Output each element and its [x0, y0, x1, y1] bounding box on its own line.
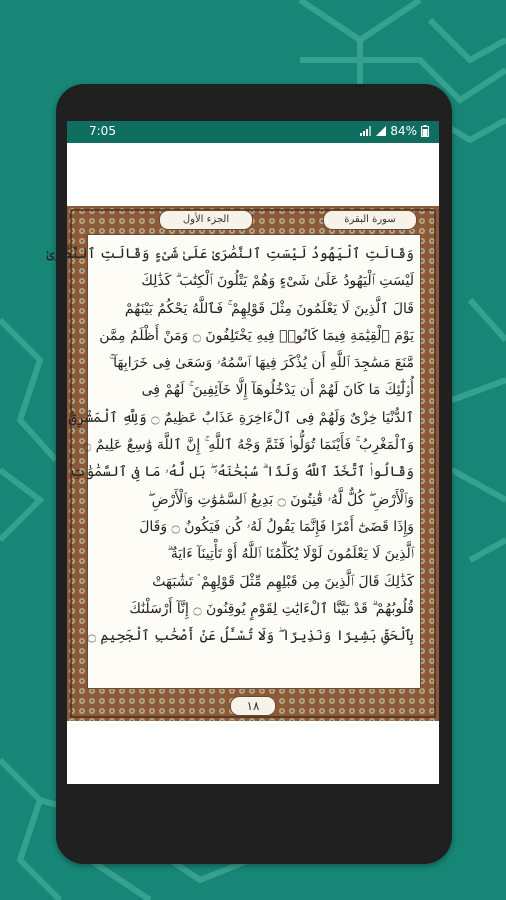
verse-line: وَقَالَتِ ٱلْيَهُودُ لَيْسَتِ ٱلنَّصَٰرَىٰ عَلَىٰ شَىْءٍ وَقَالَتِ ٱلنَّصَٰرَىٰ [46, 246, 414, 262]
verse-line: ٱلدُّنْيَا خِزْىٌ وَلَهُمْ فِى ٱلْءَاخِرَةِ عَذَابٌ عَظِيمٌ ۝ وَلِلَّهِ ٱلْمَشْرِقُ [68, 409, 414, 426]
verse-line: وَقَالُوا۟ ٱتَّخَذَ ٱللَّهُ وَلَدًا ۗ سُبْحَٰنَهُۥ ۖ بَل لَّهُۥ مَا فِى ٱلسَّمَٰوَٰتِ [69, 464, 414, 481]
juz-label: الجزء الأول [159, 210, 253, 230]
surah-name-label: سورة البقرة [323, 210, 417, 230]
battery-percent: 84% [390, 124, 417, 138]
verse-line: وَإِذَا قَضَىٰٓ أَمْرًا فَإِنَّمَا يَقُولُ لَهُۥ كُن فَيَكُونُ ۝ وَقَالَ [139, 518, 414, 535]
verse-lines [46, 241, 414, 682]
verse-line: يَوْمَ ٱلْقِيَٰمَةِ فِيمَا كَانُوا۟ فِيهِ يَخْتَلِفُونَ ۝ وَمَنْ أَظْلَمُ مِمَّن [99, 327, 414, 344]
cell-signal-icon [376, 126, 386, 136]
app-screen [46, 121, 439, 784]
quran-text-area[interactable] [46, 234, 421, 689]
mushaf-page[interactable] [46, 206, 439, 721]
verse-line: أُو۟لَٰٓئِكَ مَا كَانَ لَهُمْ أَن يَدْخُلُوهَآ إِلَّا خَآئِفِينَ ۚ لَهُمْ فِى [141, 382, 414, 399]
verse-line: كَذَٰلِكَ قَالَ ٱلَّذِينَ مِن قَبْلِهِم مِّثْلَ قَوْلِهِمْ ۘ تَشَٰبَهَتْ [152, 573, 414, 590]
verse-line: قَالَ ٱلَّذِينَ لَا يَعْلَمُونَ مِثْلَ قَوْلِهِمْ ۚ فَٱللَّهُ يَحْكُمُ بَيْنَهُمْ [124, 300, 414, 317]
verse-line: قُلُوبُهُمْ ۗ قَدْ بَيَّنَّا ٱلْءَايَٰتِ لِقَوْمٍ يُوقِنُونَ ۝ إِنَّآ أَرْسَلْنَٰكَ [129, 600, 414, 617]
verse-line: لَيْسَتِ ٱلْيَهُودُ عَلَىٰ شَىْءٍ وَهُمْ يَتْلُونَ ٱلْكِتَٰبَ ۗ كَذَٰلِكَ [141, 273, 414, 290]
battery-icon [421, 125, 429, 137]
verse-line: مَّنَعَ مَسَٰجِدَ ٱللَّهِ أَن يُذْكَرَ فِيهَا ٱسْمُهُۥ وَسَعَىٰ فِى خَرَابِهَآ ۚ [109, 355, 414, 372]
verse-line: وَٱلْأَرْضِ ۖ كُلٌّ لَّهُۥ قَٰنِتُونَ ۝ بَدِيعُ ٱلسَّمَٰوَٰتِ وَٱلْأَرْضِ ۖ [148, 491, 414, 508]
verse-line: وَٱلْمَغْرِبُ ۚ فَأَيْنَمَا تُوَلُّوا۟ فَثَمَّ وَجْهُ ٱللَّهِ ۚ إِنَّ ٱللَّهَ وَٰسِعٌ عَلِيمٌ ۝ [83, 437, 414, 454]
page-number: ١٨ [230, 696, 276, 716]
signal-icon [360, 126, 372, 136]
verse-line: بِٱلْحَقِّ بَشِيرًا وَنَذِيرًا ۖ وَلَا تُسْـَٔلُ عَنْ أَصْحَٰبِ ٱلْجَحِيمِ ۝ [87, 628, 414, 645]
status-time: 7:05 [89, 124, 116, 138]
verse-line: ٱلَّذِينَ لَا يَعْلَمُونَ لَوْلَا يُكَلِّمُنَا ٱللَّهُ أَوْ تَأْتِينَآ ءَايَةٌ ۗ [167, 546, 414, 563]
status-bar [67, 121, 439, 143]
